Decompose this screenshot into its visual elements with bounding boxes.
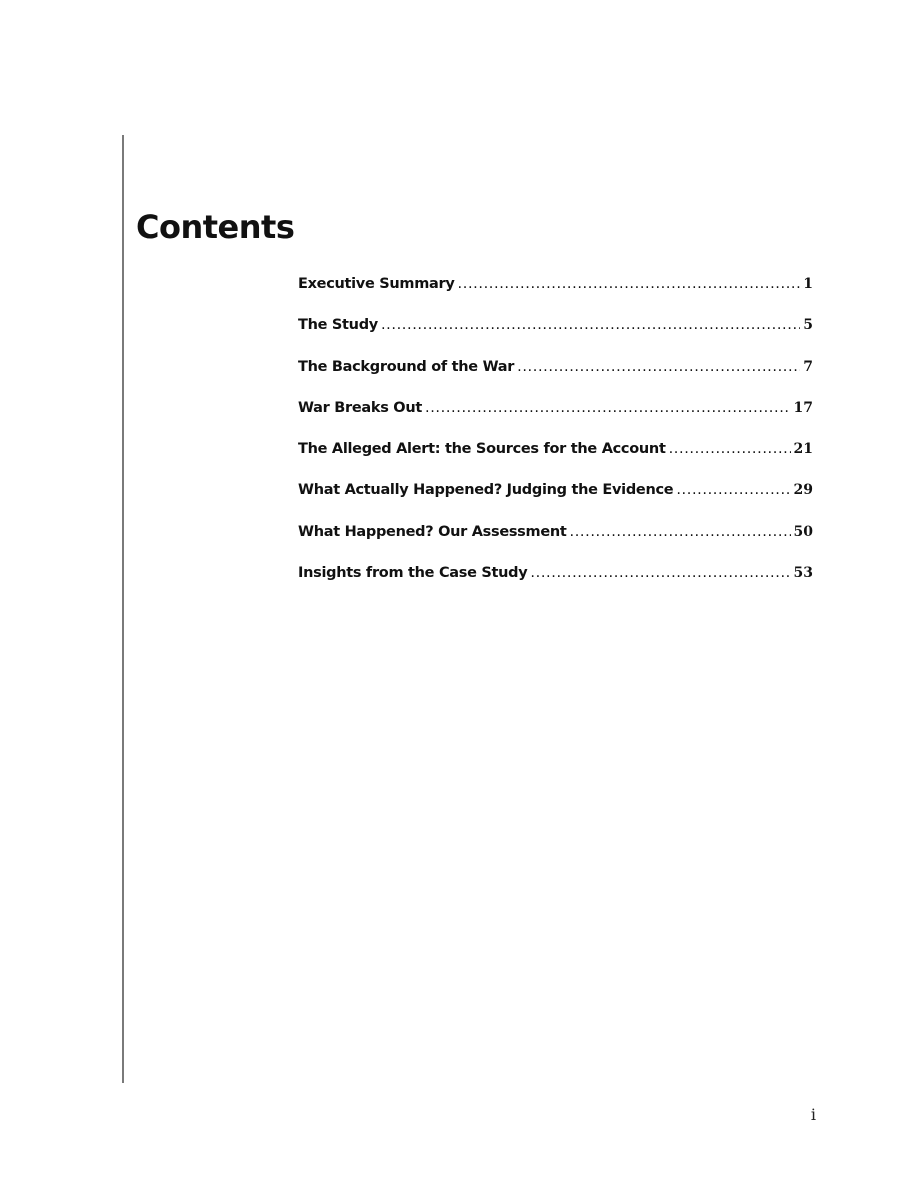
dot-leader	[676, 478, 790, 502]
page-title: Contents	[136, 208, 295, 246]
toc-entry-war-breaks-out[interactable]	[298, 396, 813, 437]
dot-leader	[425, 396, 791, 420]
dot-leader	[458, 272, 801, 296]
toc-entry-label: What Actually Happened? Judging the Evidence	[298, 482, 674, 499]
toc-entry-label: The Background of the War	[298, 358, 515, 375]
toc-entry-page: 50	[793, 523, 813, 540]
toc-entry-page: 21	[793, 441, 813, 458]
toc-entry-label: The Study	[298, 317, 378, 334]
toc-entry-label: What Happened? Our Assessment	[298, 523, 567, 540]
toc-entry-label: War Breaks Out	[298, 399, 422, 416]
folio-page-number: i	[810, 1105, 816, 1124]
dot-leader	[570, 520, 791, 544]
dot-leader	[381, 313, 800, 337]
toc-entry-executive-summary[interactable]	[298, 272, 813, 313]
toc-entry-page: 29	[793, 482, 813, 499]
dot-leader	[530, 561, 790, 585]
toc-entry-insights[interactable]	[298, 561, 813, 602]
toc-entry-the-study[interactable]	[298, 313, 813, 354]
toc-entry-label: Insights from the Case Study	[298, 565, 528, 582]
toc-entry-page: 1	[803, 276, 813, 292]
toc-entry-background-of-the-war[interactable]	[298, 355, 813, 396]
table-of-contents	[298, 272, 813, 602]
toc-entry-page: 53	[793, 565, 813, 582]
toc-entry-page: 5	[803, 317, 813, 334]
dot-leader	[669, 437, 791, 461]
dot-leader	[517, 355, 800, 379]
toc-entry-judging-the-evidence[interactable]	[298, 478, 813, 519]
margin-rule	[122, 135, 124, 1083]
toc-entry-label: The Alleged Alert: the Sources for the Account	[298, 441, 666, 458]
toc-entry-alleged-alert[interactable]	[298, 437, 813, 478]
toc-entry-label: Executive Summary	[298, 276, 455, 292]
toc-entry-our-assessment[interactable]	[298, 520, 813, 561]
toc-entry-page: 17	[793, 399, 813, 416]
toc-entry-page: 7	[803, 358, 813, 375]
